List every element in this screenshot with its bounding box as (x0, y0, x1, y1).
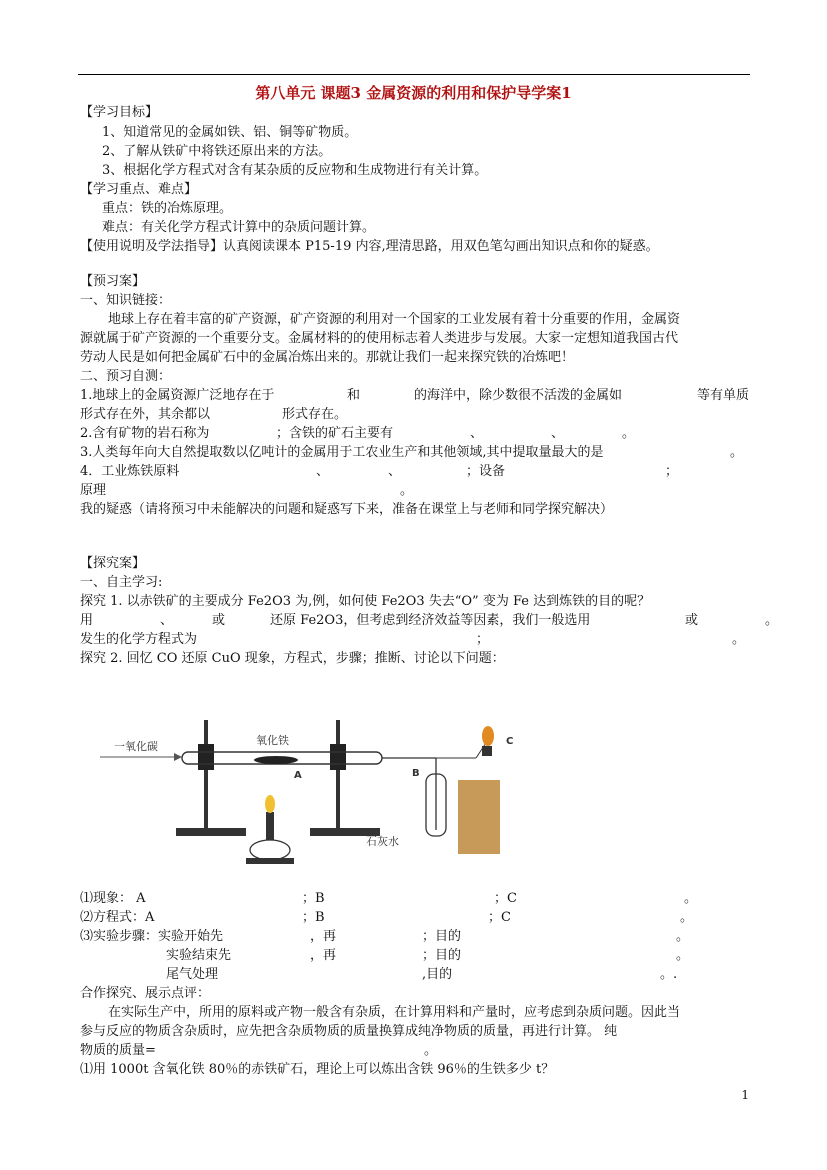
equation-part: ；C (488, 910, 511, 925)
calc-question: ⑴用 1000t 含氧化铁 80％的赤铁矿石，理论上可以炼出含铁 96％的生铁多少 t？ (80, 1062, 555, 1077)
my-doubts: 我的疑惑（请将预习中未能解决的问题和疑惑写下来，准备在课堂上与老师和同学探究解决） (80, 502, 614, 517)
step-part: ，再 (310, 948, 337, 963)
co-label: 一氧化碳 (114, 740, 158, 753)
step-part: ,目的 (422, 967, 453, 982)
page-number: 1 (741, 1088, 749, 1102)
explore-1-part: ； (476, 632, 490, 647)
step-part: ；目的 (422, 948, 462, 963)
keypoints-header: 【学习重点、难点】 (80, 182, 198, 197)
step-part: ；目的 (422, 929, 462, 944)
limewater-label: 石灰水 (366, 835, 399, 848)
explore-1-part: 或 (212, 613, 226, 628)
cooperative-explore: 合作探究、展示点评： (80, 986, 211, 1001)
step-part: 。. (660, 967, 678, 982)
header-rule (78, 74, 750, 75)
section-knowledge-link: 一、知识链接： (80, 293, 172, 308)
pure-mass-part: 物质的质量= (80, 1043, 156, 1058)
pure-mass-part: 。 (424, 1043, 438, 1058)
observation-part: ⑴现象： A (80, 891, 146, 906)
q3-part: 。 (730, 445, 744, 460)
impurity-para-line: 参与反应的物质含杂质时，应先把含杂质物质的质量换算成纯净物质的质量，再进行计算。 纯 (80, 1024, 618, 1039)
equation-part: ⑵方程式：A (80, 910, 155, 925)
explore-1-part: 还原 Fe2O3，但考虑到经济效益等因素，我们一般选用 (270, 613, 591, 628)
page-title: 第八单元 课题3 金属资源的利用和保护导学案1 (255, 84, 572, 102)
apparatus-diagram (96, 700, 526, 870)
usage-guide: 【使用说明及学法指导】认真阅读课本 P15-19 内容,理清思路，用双色笔勾画出知识点和你的疑惑。 (80, 239, 659, 254)
equation-part: ；B (302, 910, 325, 925)
q1-part: 和 (347, 388, 361, 403)
q1-part: 1.地球上的金属资源广泛地存在于 (80, 388, 275, 403)
step-part: ，再 (310, 929, 337, 944)
keypoint-difficulty: 难点：有关化学方程式计算中的杂质问题计算。 (102, 220, 376, 235)
q2-part: 、 (551, 426, 565, 441)
step-part: 。 (676, 948, 690, 963)
q2-part: 2.含有矿物的岩石称为 (80, 426, 210, 441)
q4-part: 4．工业炼铁原料 (80, 464, 180, 479)
step-part: 。 (676, 929, 690, 944)
observation-part: ；C (494, 891, 517, 906)
section-self-test: 二、预习自测： (80, 369, 172, 384)
q1-part: 等有单质 (697, 388, 750, 403)
explore-1-part: 或 (685, 613, 699, 628)
explore-1-part: 发生的化学方程式为 (80, 632, 198, 647)
q1-part: 形式存在外，其余都以 (80, 407, 211, 422)
impurity-para-line: 在实际生产中，所用的原料或产物一般含有杂质，在计算用料和产量时，应考虑到杂质问题。因此当 (108, 1005, 681, 1020)
knowledge-para-line: 劳动人民是如何把金属矿石中的金属冶炼出来的。那就让我们一起来探究铁的冶炼吧！ (80, 350, 575, 365)
knowledge-para-line: 地球上存在着丰富的矿产资源，矿产资源的利用对一个国家的工业发展有着十分重要的作用，金属资 (108, 312, 681, 327)
explore-1-part: 。 (765, 613, 779, 628)
goal-item: 1、知道常见的金属如铁、铝、铜等矿物质。 (102, 125, 358, 140)
label-b: B (412, 768, 420, 779)
explore-1: 探究 1. 以赤铁矿的主要成分 Fe2O3 为,例，如何使 Fe2O3 失去“O” 变为 Fe 达到炼铁的目的呢？ (80, 594, 651, 609)
preview-header: 【预习案】 (80, 274, 146, 289)
q4-part: ；设备 (466, 464, 506, 479)
q2-part: 、 (470, 426, 484, 441)
explore-1-part: 。 (732, 632, 746, 647)
explore-1-part: 用 (80, 613, 94, 628)
explore-1-part: 、 (160, 613, 174, 628)
equation-part: 。 (680, 910, 694, 925)
knowledge-para-line: 源就属于矿产资源的一个重要分支。金属材料的的使用标志着人类进步与发展。大家一定想知道我国古代 (80, 331, 679, 346)
q2-part: ；含铁的矿石主要有 (276, 426, 394, 441)
label-c: C (506, 736, 514, 747)
q4-part: 。 (400, 483, 414, 498)
goal-item: 2、了解从铁矿中将铁还原出来的方法。 (102, 144, 332, 159)
q4-part: ； (665, 464, 679, 479)
q2-part: 。 (622, 426, 636, 441)
q4-part: 、 (316, 464, 330, 479)
step-part: 实验结束先 (166, 948, 232, 963)
step-part: 尾气处理 (166, 967, 219, 982)
keypoint-focus: 重点：铁的冶炼原理。 (102, 201, 233, 216)
q3-part: 3.人类每年向大自然提取数以亿吨计的金属用于工农业生产和其他领域,其中提取量最大的是 (80, 445, 604, 460)
goals-header: 【学习目标】 (80, 105, 159, 120)
q4-part: 原理 (80, 483, 107, 498)
explore-header: 【探究案】 (80, 556, 146, 571)
q4-part: 、 (388, 464, 402, 479)
q1-part: 形式存在。 (282, 407, 348, 422)
label-a: A (294, 770, 302, 781)
step-part: ⑶实验步骤：实验开始先 (80, 929, 224, 944)
observation-part: ；B (302, 891, 325, 906)
fe2o3-label: 氧化铁 (256, 734, 289, 747)
goal-item: 3、根据化学方程式对含有某杂质的反应物和生成物进行有关计算。 (102, 163, 488, 178)
q1-part: 的海洋中，除少数很不活泼的金属如 (414, 388, 623, 403)
section-self-study: 一、自主学习: (80, 575, 163, 590)
observation-part: 。 (684, 891, 698, 906)
explore-2: 探究 2. 回忆 CO 还原 CuO 现象，方程式，步骤；推断、讨论以下问题： (80, 651, 505, 666)
